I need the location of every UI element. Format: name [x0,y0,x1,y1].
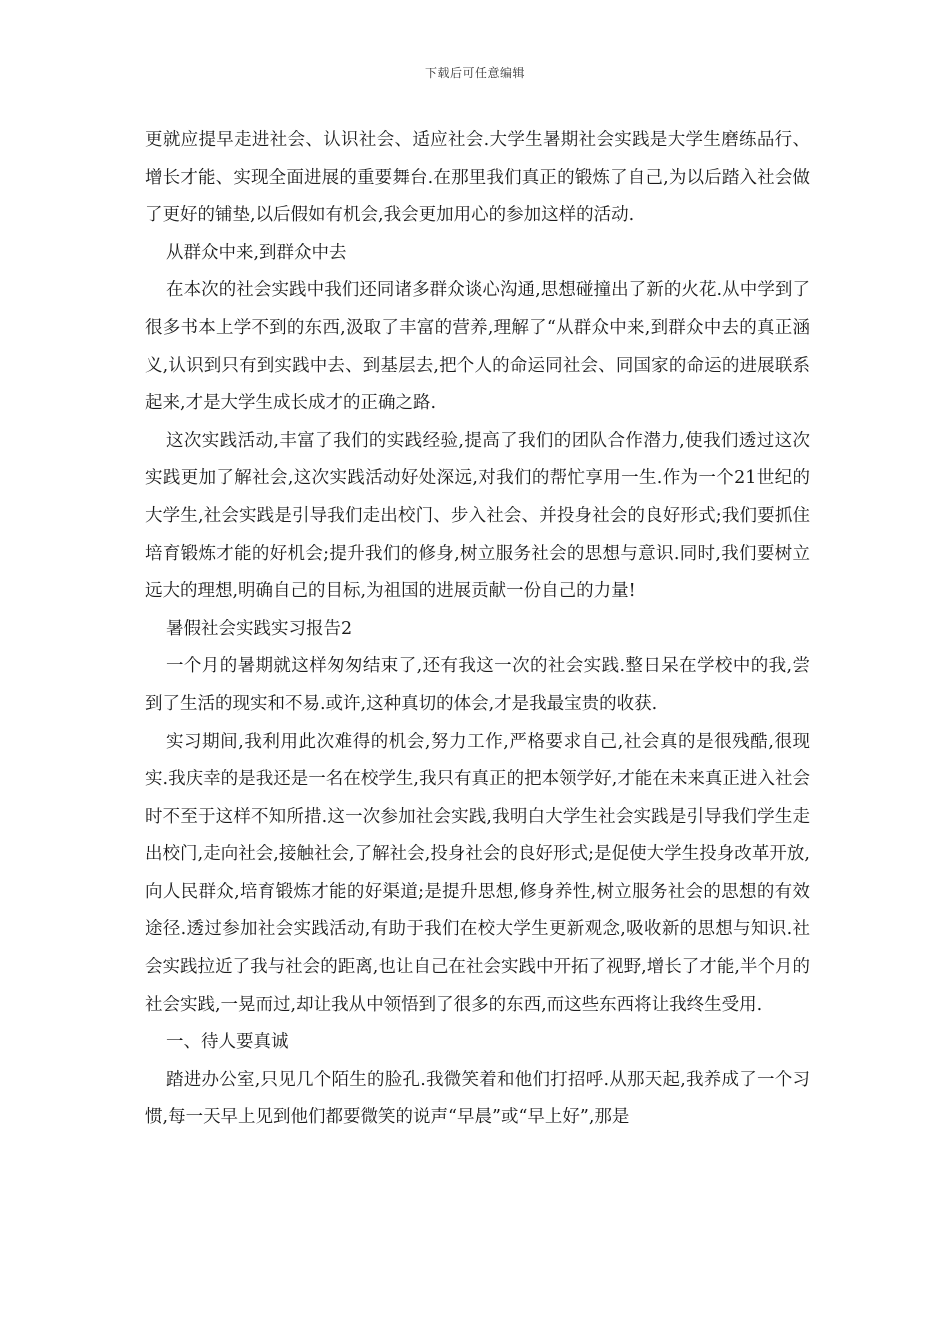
paragraph-intro-continuation: 更就应提早走进社会、认识社会、适应社会.大学生暑期社会实践是大学生磨练品行、增长才能、实现全面进展的重要舞台.在那里我们真正的锻炼了自己,为以后踏入社会做了更好的铺垫,以后假如有机会,我会更加用心的参加这样的活动. [145,130,810,226]
section-heading-sincerity: 一、待人要真诚 [166,1032,289,1053]
document-body [145,122,810,1137]
paragraph-summer-end: 一个月的暑期就这样匆匆结束了,还有我这一次的社会实践.整日呆在学校中的我,尝到了生活的现实和不易.或许,这种真切的体会,才是我最宝贵的收获. [145,656,810,714]
paragraph-activity-summary: 这次实践活动,丰富了我们的实践经验,提高了我们的团队合作潜力,使我们透过这次实践更加了解社会,这次实践活动好处深远,对我们的帮忙享用一生.作为一个21世纪的大学生,社会实践是引导我们走出校门、步入社会、并投身社会的良好形式;我们要抓住培育锻炼才能的好机会;提升我们的修身,树立服务社会的思想与意识.同时,我们要树立远大的理想,明确自己的目标,为祖国的进展贡献一份自己的力量! [145,430,810,602]
paragraph-internship: 实习期间,我利用此次难得的机会,努力工作,严格要求自己,社会真的是很残酷,很现实.我庆幸的是我还是一名在校学生,我只有真正的把本领学好,才能在未来真正进入社会时不至于这样不知所措.这一次参加社会实践,我明白大学生社会实践是引导我们学生走出校门,走向社会,接触社会,了解社会,投身社会的良好形式;是促使大学生投身改革开放,向人民群众,培育锻炼才能的好渠道;是提升思想,修身养性,树立服务社会的思想的有效途径.透过参加社会实践活动,有助于我们在校大学生更新观念,吸收新的思想与知识.社会实践拉近了我与社会的距离,也让自己在社会实践中开拓了视野,增长了才能,半个月的社会实践,一晃而过,却让我从中领悟到了很多的东西,而这些东西将让我终生受用. [145,731,810,1015]
report-title-2: 暑假社会实践实习报告2 [166,618,353,639]
section-heading-masses: 从群众中来,到群众中去 [166,242,347,263]
paragraph-office: 踏进办公室,只见几个陌生的脸孔.我微笑着和他们打招呼.从那天起,我养成了一个习惯,每一天早上见到他们都要微笑的说声“早晨”或“早上好”,那是 [145,1069,810,1128]
paragraph-masses: 在本次的社会实践中我们还同诸多群众谈心沟通,思想碰撞出了新的火花.从中学到了很多书本上学不到的东西,汲取了丰富的营养,理解了“从群众中来,到群众中去的真正涵义,认识到只有到实践中去、到基层去,把个人的命运同社会、同国家的命运的进展联系起来,才是大学生成长成才的正确之路. [145,280,810,414]
page-header-note: 下载后可任意编辑 [424,66,525,80]
